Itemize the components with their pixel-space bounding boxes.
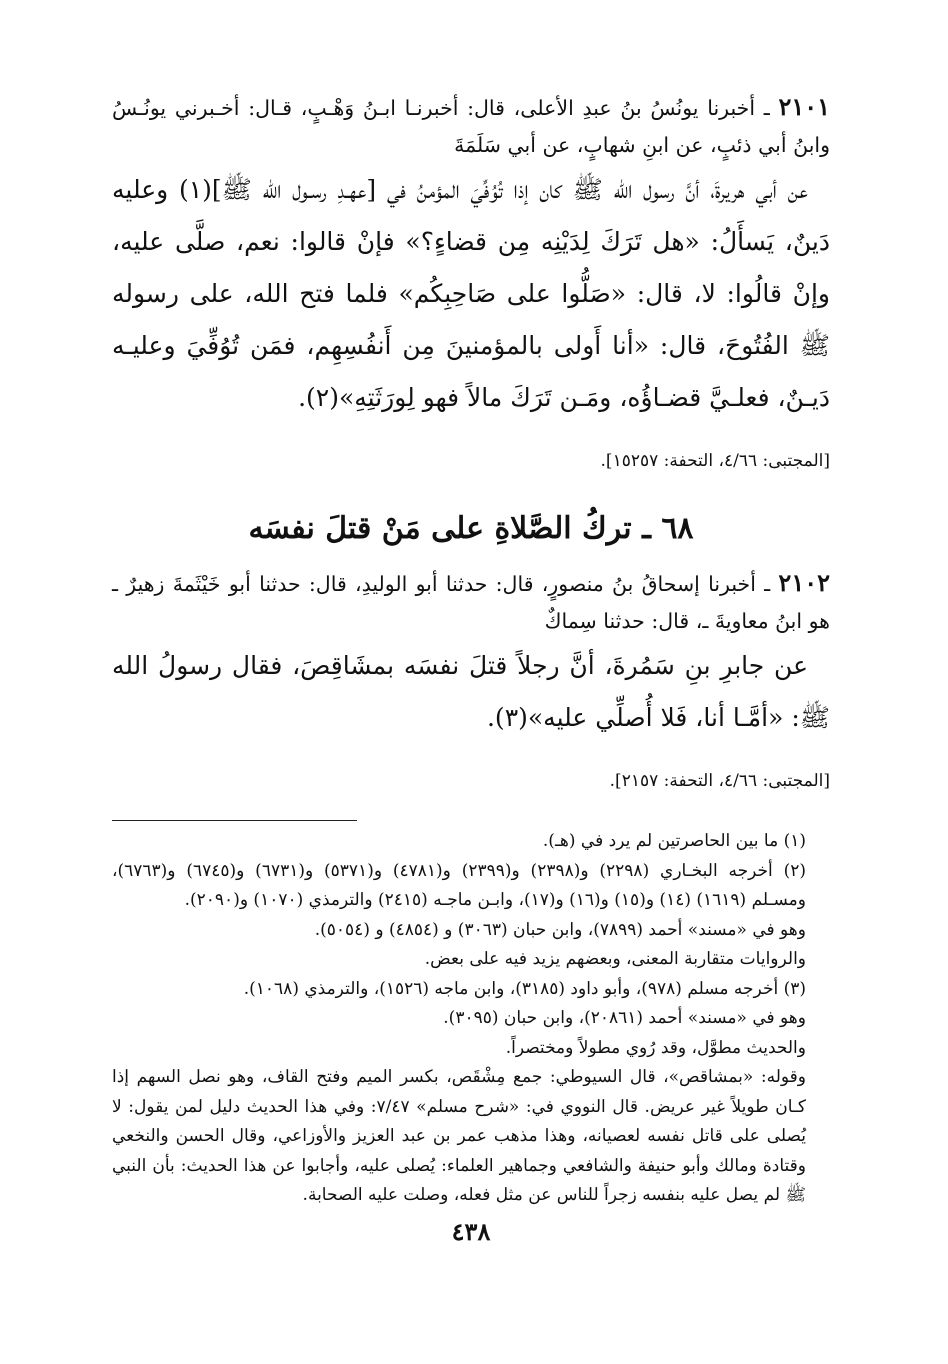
hadith-2102-number: ٢١٠٢ <box>778 568 830 597</box>
hadith-2102-isnad <box>112 564 830 640</box>
page-number: ٤٣٨ <box>451 1216 491 1246</box>
footnote-divider <box>112 820 357 821</box>
hadith-2102-takhrij: [المجتبى: ٤/٦٦، التحفة: ٢١٥٧]. <box>609 771 830 791</box>
footnote: (٢) أخرجه البخـاري (٢٢٩٨) و(٢٣٩٨) و(٢٣٩٩) و(٤٧٨١) و(٥٣٧١) و(٦٧٣١) و(٦٧٤٥) و(٦٧٦٣)، ومسـلم (١٦١٩) (١٤) و(١٥) و(١٦) و(١٧)، وابـن ماجـه (٢٤١٥) والترمذي (١٠٧٠) و(٢٠٩٠). <box>112 860 806 910</box>
footnote: وهو في «مسند» أحمد (٢٠٨٦١)، وابن حبان (٣٠٩٥). <box>443 1008 806 1028</box>
hadith-2101-number: ٢١٠١ <box>778 92 830 121</box>
hadith-2101-isnad-text: ـ أخبرنا يونُسُ بنُ عبدِ الأعلى، قال: أخبرنـا ابـنُ وَهْـبٍ، قـال: أخـبرني يونُـسُ وابنُ أبي ذئبٍ، عن ابنِ شهابٍ، عن أبي سَلَمَةَ <box>112 96 830 157</box>
hadith-2102-isnad-text: ـ أخبرنا إسحاقُ بنُ منصورٍ، قال: حدثنا أبو الوليدِ، قال: حدثنا أبو خَيْثَمةَ زهيرٌ ـ هو ابنُ معاويةَ ـ، قال: حدثنا سِماكٌ <box>112 572 830 633</box>
footnote: وقوله: «بمشاقص»، قال السيوطي: جمع مِشْقَص، بكسر الميم وفتح القاف، وهو نصل السهم إذا كـان طويلاً غير عريض. قال النووي في: «شرح مسلم» ٧/٤٧: وفي هذا الحديث دليل لمن يقول: لا يُصلى على قاتل نفسه لعصيانه، وهذا مذهب عمر بن عبد العزيز والأوزاعي، وقال الحسن والنخعي وقتادة ومالك وأبو حنيفة والشافعي وجماهير العلماء: يُصلى عليه، وأجابوا عن هذا الحديث: بأن النبي ﷺ لم يصل عليه بنفسه زجراً للناس عن مثل فعله، وصلت عليه الصحابة. <box>112 1067 806 1205</box>
footnote: (١) ما بين الحاصرتين لم يرد في (هـ). <box>542 831 806 851</box>
hadith-2101-matn: عن أبي هريرةَ، أنَّ رسول الله ﷺ كان إذا تُوُفِّيَ المؤمنُ في [عهـدِ رسـول الله ﷺ](١) وعليه دَينٌ، يَسأَلُ: «هل تَرَكَ لِدَيْنِه مِن قضاءٍ؟» فإنْ قالوا: نعم، صلَّى عليه، وإنْ قالُوا: لا، قال: «صَلُّوا على صَاحِبِكُم» فلما فتح الله، على رسوله ﷺ الفُتُوحَ، قال: «أنا أَولى بالمؤمنينَ مِن أَنفُسِهِم، فمَن تُوُفِّيَ وعليـه دَيـنٌ، فعلـيَّ قضـاؤُه، ومَـن تَرَكَ مالاً فهو لِورَثَتِهِ»(٢). <box>112 175 830 412</box>
hadith-2101 <box>112 88 830 476</box>
footnote: والروايات متقاربة المعنى، وبعضهم يزيد فيه على بعض. <box>424 949 806 969</box>
hadith-2102-matn: عن جابرِ بنِ سَمُرةَ، أنَّ رجلاً قتلَ نفسَه بمشَاقِصَ، فقال رسولُ الله ﷺ: «أمَّـا أنا، فَلا أُصلِّي عليه»(٣). <box>112 651 830 732</box>
hadith-2101-isnad <box>112 88 830 164</box>
footnotes <box>112 827 830 1211</box>
chapter-title: ٦٨ ـ تركُ الصَّلاةِ على مَنْ قتلَ نفسَه <box>248 511 694 546</box>
hadith-2102 <box>112 564 830 796</box>
footnote: والحديث مطوَّل، وقد رُوي مطولاً ومختصراً. <box>505 1037 806 1058</box>
footnote: (٣) أخرجه مسلم (٩٧٨)، وأبو داود (٣١٨٥)، وابن ماجه (١٥٢٦)، والترمذي (١٠٦٨). <box>243 978 806 999</box>
footnote: وهو في «مسند» أحمد (٧٨٩٩)، وابن حبان (٣٠٦٣) و (٤٨٥٤) و (٥٠٥٤). <box>314 919 806 940</box>
hadith-2101-takhrij: [المجتبى: ٤/٦٦، التحفة: ١٥٢٥٧]. <box>600 451 830 471</box>
